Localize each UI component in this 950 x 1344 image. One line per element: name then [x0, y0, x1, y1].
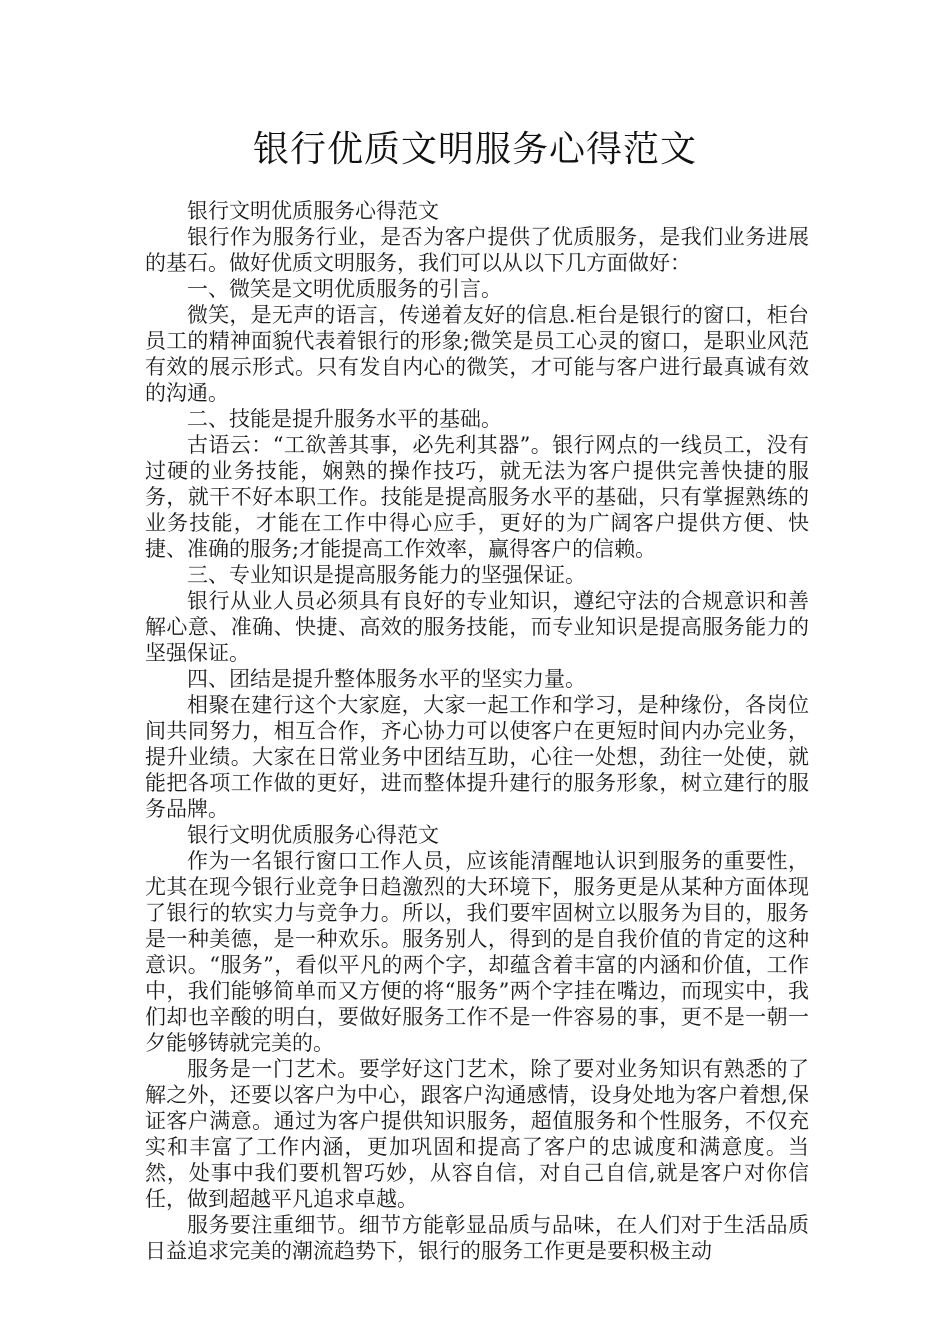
- document-body: [145, 198, 809, 1264]
- paragraph-teamwork: 相聚在建行这个大家庭，大家一起工作和学习，是种缘份，各岗位间共同努力，相互合作，齐心协力可以使客户在更短时间内办完业务，提升业绩。大家在日常业务中团结互助，心往一处想，劲往一处使，就能把各项工作做的更好，进而整体提升建行的服务形象，树立建行的服务品牌。: [145, 693, 809, 821]
- paragraph-smile: 微笑，是无声的语言，传递着友好的信息.柜台是银行的窗口，柜台员工的精神面貌代表着银行的形象;微笑是员工心灵的窗口，是职业风范有效的展示形式。只有发自内心的微笑，才可能与客户进行最真诚有效的沟通。: [145, 303, 809, 405]
- section-heading-1: 一、微笑是文明优质服务的引言。: [187, 277, 502, 301]
- paragraph-service-details: 服务要注重细节。细节方能彰显品质与品味，在人们对于生活品质日益追求完美的潮流趋势下，银行的服务工作更是要积极主动: [145, 1213, 809, 1263]
- paragraph-skills: 古语云：“工欲善其事，必先利其器”。银行网点的一线员工，没有过硬的业务技能，娴熟的操作技巧，就无法为客户提供完善快捷的服务，就干不好本职工作。技能是提高服务水平的基础，只有掌握熟练的业务技能，才能在工作中得心应手，更好的为广阔客户提供方便、快捷、准确的服务;才能提高工作效率，赢得客户的信赖。: [145, 433, 809, 561]
- section-heading-3: 三、专业知识是提高服务能力的坚强保证。: [187, 563, 586, 587]
- section-heading-4: 四、团结是提升整体服务水平的坚实力量。: [187, 667, 586, 691]
- paragraph-intro: 银行作为服务行业，是否为客户提供了优质服务，是我们业务进展的基石。做好优质文明服务，我们可以从以下几方面做好：: [145, 225, 809, 275]
- section-heading-2: 二、技能是提升服务水平的基础。: [187, 407, 502, 431]
- paragraph-service-importance: 作为一名银行窗口工作人员，应该能清醒地认识到服务的重要性，尤其在现今银行业竞争日趋激烈的大环境下，服务更是从某种方面体现了银行的软实力与竞争力。所以，我们要牢固树立以服务为目的，服务是一种美德，是一种欢乐。服务别人，得到的是自我价值的肯定的这种意识。“服务”，看似平凡的两个字，却蕴含着丰富的内涵和价值，工作中，我们能够简单而又方便的将“服务”两个字挂在嘴边，而现实中，我们却也辛酸的明白，要做好服务工作不是一件容易的事，更不是一朝一夕能够铸就完美的。: [145, 849, 809, 1055]
- paragraph-subtitle-1: 银行文明优质服务心得范文: [187, 199, 439, 223]
- paragraph-knowledge: 银行从业人员必须具有良好的专业知识，遵纪守法的合规意识和善解心意、准确、快捷、高效的服务技能，而专业知识是提高服务能力的坚强保证。: [145, 589, 809, 665]
- paragraph-service-art: 服务是一门艺术。要学好这门艺术，除了要对业务知识有熟悉的了解之外，还要以客户为中心，跟客户沟通感情，设身处地为客户着想,保证客户满意。通过为客户提供知识服务，超值服务和个性服务，不仅充实和丰富了工作内涵，更加巩固和提高了客户的忠诚度和满意度。当然，处事中我们要机智巧妙，从容自信，对自己自信,就是客户对你信任，做到超越平凡追求卓越。: [145, 1057, 809, 1211]
- document-title: 银行优质文明服务心得范文: [252, 129, 697, 170]
- paragraph-subtitle-2: 银行文明优质服务心得范文: [187, 823, 439, 847]
